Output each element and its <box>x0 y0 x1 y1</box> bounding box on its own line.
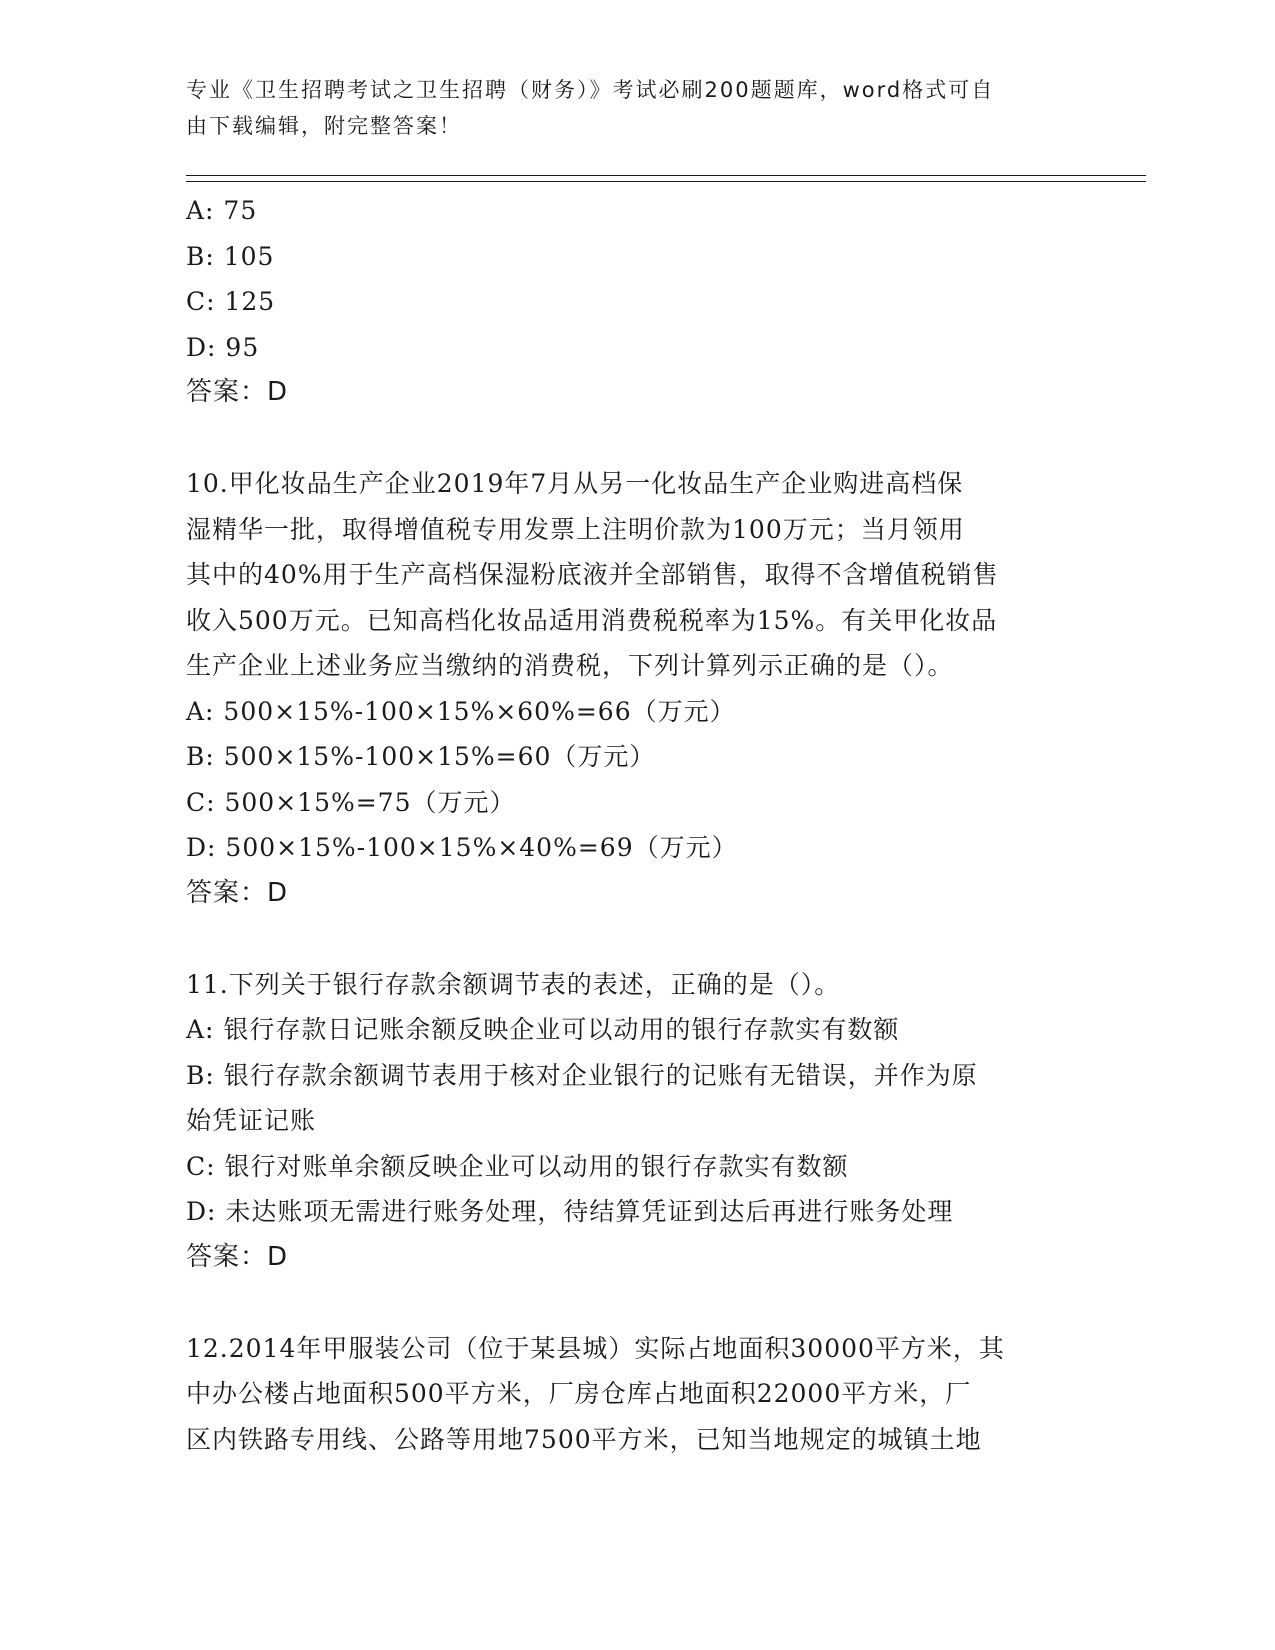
option-a: A: 500×15%-100×15%×60%=66（万元） <box>186 696 736 726</box>
question-stem-line: 其中的40%用于生产高档保湿粉底液并全部销售，取得不含增值税销售 <box>186 560 999 589</box>
question-10 <box>186 461 1076 916</box>
document-header <box>186 72 1066 144</box>
option-a: A: 75 <box>186 196 258 225</box>
option-d: D: 500×15%-100×15%×40%=69（万元） <box>186 833 738 862</box>
answer: 答案：D <box>186 877 289 908</box>
option-c: C: 500×15%=75（万元） <box>186 787 516 817</box>
option-b: B: 银行存款余额调节表用于核对企业银行的记账有无错误，并作为原 <box>186 1060 978 1090</box>
option-b-continued: 始凭证记账 <box>186 1106 317 1135</box>
question-stem-line: 生产企业上述业务应当缴纳的消费税，下列计算列示正确的是（）。 <box>186 651 954 680</box>
option-c: C: 银行对账单余额反映企业可以动用的银行存款实有数额 <box>186 1151 849 1181</box>
spacer <box>186 416 1076 462</box>
header-line-1: 专业《卫生招聘考试之卫生招聘（财务）》考试必刷200题题库，word格式可自 <box>186 78 995 102</box>
option-a: A: 银行存款日记账余额反映企业可以动用的银行存款实有数额 <box>186 1015 900 1044</box>
option-d: D: 95 <box>186 332 260 362</box>
header-divider-bottom <box>186 181 1146 182</box>
question-stem-line: 12.2014年甲服装公司（位于某县城）实际占地面积30000平方米，其 <box>186 1333 1005 1363</box>
question-stem-line: 收入500万元。已知高档化妆品适用消费税税率为15%。有关甲化妆品 <box>186 605 998 635</box>
question-stem-line: 区内铁路专用线、公路等用地7500平方米，已知当地规定的城镇土地 <box>186 1424 982 1454</box>
question-12 <box>186 1326 1076 1463</box>
option-d: D: 未达账项无需进行账务处理，待结算凭证到达后再进行账务处理 <box>186 1197 954 1226</box>
question-stem-line: 中办公楼占地面积500平方米，厂房仓库占地面积22000平方米，厂 <box>186 1379 972 1408</box>
header-line-2: 由下载编辑，附完整答案！ <box>186 114 462 138</box>
question-11 <box>186 962 1076 1281</box>
question-stem-line: 11.下列关于银行存款余额调节表的表述，正确的是（）。 <box>186 969 841 999</box>
answer: 答案：D <box>186 1241 289 1272</box>
question-list <box>186 188 1076 1462</box>
option-b: B: 105 <box>186 241 275 271</box>
spacer <box>186 1280 1076 1326</box>
question-stem-line: 湿精华一批，取得增值税专用发票上注明价款为100万元；当月领用 <box>186 514 965 544</box>
question-9 <box>186 188 1076 416</box>
header-divider-top <box>186 175 1146 176</box>
spacer <box>186 916 1076 962</box>
option-b: B: 500×15%-100×15%=60（万元） <box>186 742 656 771</box>
option-c: C: 125 <box>186 287 276 316</box>
question-stem-line: 10.甲化妆品生产企业2019年7月从另一化妆品生产企业购进高档保 <box>186 469 964 498</box>
answer: 答案：D <box>186 377 289 407</box>
